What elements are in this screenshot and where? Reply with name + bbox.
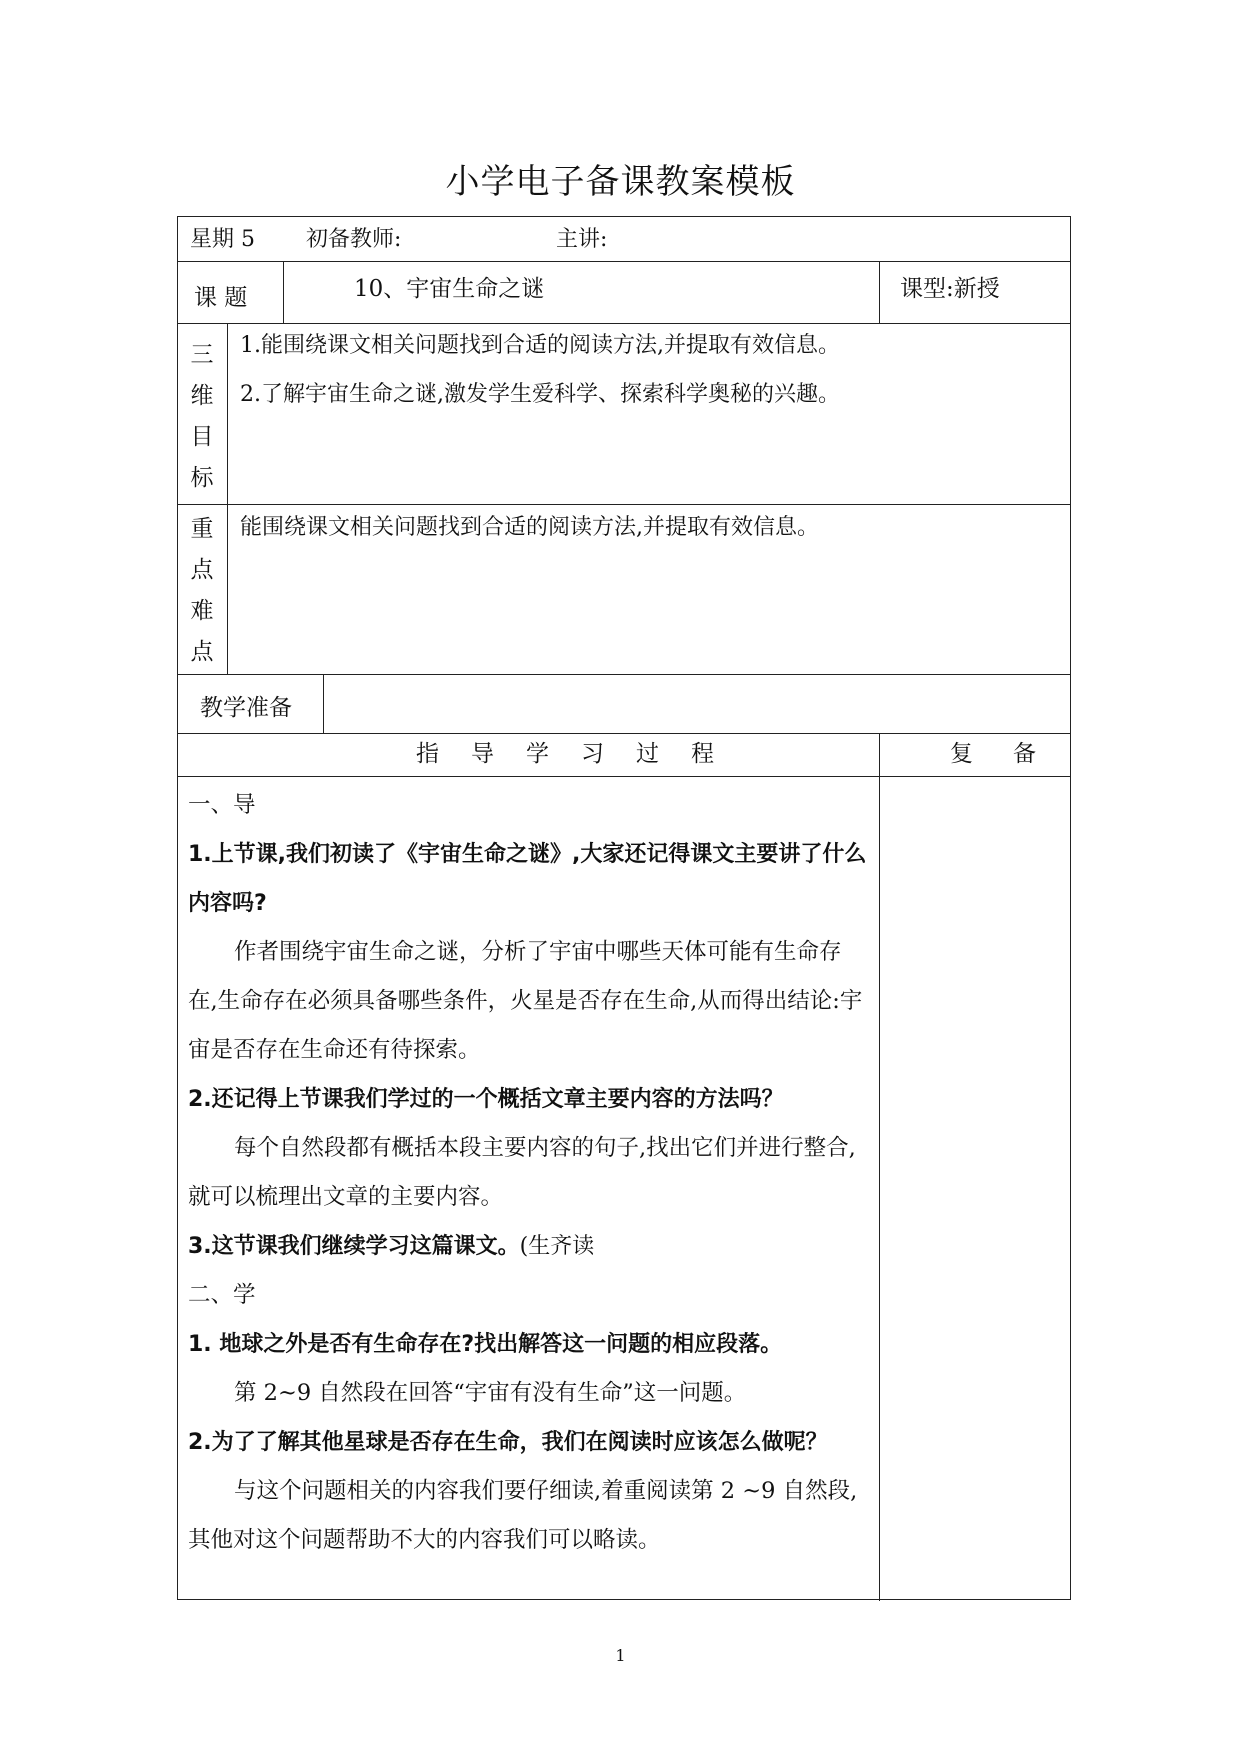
page-title: 小学电子备课教案模板: [445, 162, 796, 202]
question-line: 1.上节课,我们初读了《宇宙生命之谜》,大家还记得课文主要讲了什么内容吗?: [188, 842, 867, 916]
answer-paragraph: 作者围绕宇宙生命之谜，分析了宇宙中哪些天体可能有生命存在,生命存在必须具备哪些条件，火星是否存在生命,从而得出结论:宇宙是否存在生命还有待探索。: [188, 939, 863, 1063]
question-text: 3.这节课我们继续学习这篇课文。: [188, 1234, 520, 1259]
lesson-plan-table: [177, 216, 1076, 1600]
row-divider: [178, 323, 1070, 324]
section-heading: 二、学: [188, 1282, 256, 1308]
preparation-label: 教学准备: [200, 695, 292, 721]
question-tail: (生齐读: [519, 1234, 595, 1259]
row-divider: [178, 504, 1070, 505]
row-divider: [178, 261, 1070, 262]
objectives-label: 三维目标: [190, 342, 214, 491]
lecturer-label: 主讲:: [556, 227, 608, 252]
weekday-label: 星期 5: [190, 227, 255, 252]
answer-paragraph: 与这个问题相关的内容我们要仔细读,着重阅读第 2 ~9 自然段,其他对这个问题帮助不大的内容我们可以略读。: [188, 1478, 858, 1553]
column-divider: [227, 323, 228, 674]
process-header: 指导学习过程: [416, 741, 746, 767]
review-header: 复备: [950, 741, 1076, 767]
column-divider: [283, 261, 284, 323]
question-line: [188, 1222, 868, 1271]
column-divider: [879, 733, 880, 1601]
column-divider: [323, 674, 324, 733]
question-line: 2.为了了解其他星球是否存在生命，我们在阅读时应该怎么做呢？: [188, 1430, 828, 1455]
question-line: 1. 地球之外是否有生命存在?找出解答这一问题的相应段落。: [188, 1332, 783, 1357]
row-divider: [178, 776, 1070, 777]
objective-item: 2.了解宇宙生命之谜,激发学生爱科学、探索科学奥秘的兴趣。: [240, 382, 840, 407]
lesson-topic: 10、宇宙生命之谜: [354, 276, 545, 302]
section-heading: 一、导: [188, 792, 256, 818]
key-points-text: 能围绕课文相关问题找到合适的阅读方法,并提取有效信息。: [240, 515, 819, 540]
topic-label: 课 题: [194, 285, 248, 311]
column-divider: [879, 261, 880, 323]
process-content: [188, 781, 868, 1565]
preparer-label: 初备教师:: [306, 227, 402, 252]
objective-item: 1.能围绕课文相关问题找到合适的阅读方法,并提取有效信息。: [240, 333, 840, 358]
key-points-label: 重点难点: [190, 516, 214, 665]
answer-paragraph: 每个自然段都有概括本段主要内容的句子,找出它们并进行整合,就可以梳理出文章的主要内容。: [188, 1135, 856, 1210]
row-divider: [178, 674, 1070, 675]
lesson-type: 课型:新授: [900, 276, 1000, 302]
answer-paragraph: 第 2~9 自然段在回答“宇宙有没有生命”这一问题。: [234, 1380, 747, 1406]
question-line: 2.还记得上节课我们学过的一个概括文章主要内容的方法吗？: [188, 1087, 784, 1112]
row-divider: [178, 733, 1070, 734]
page-number: 1: [615, 1646, 626, 1665]
